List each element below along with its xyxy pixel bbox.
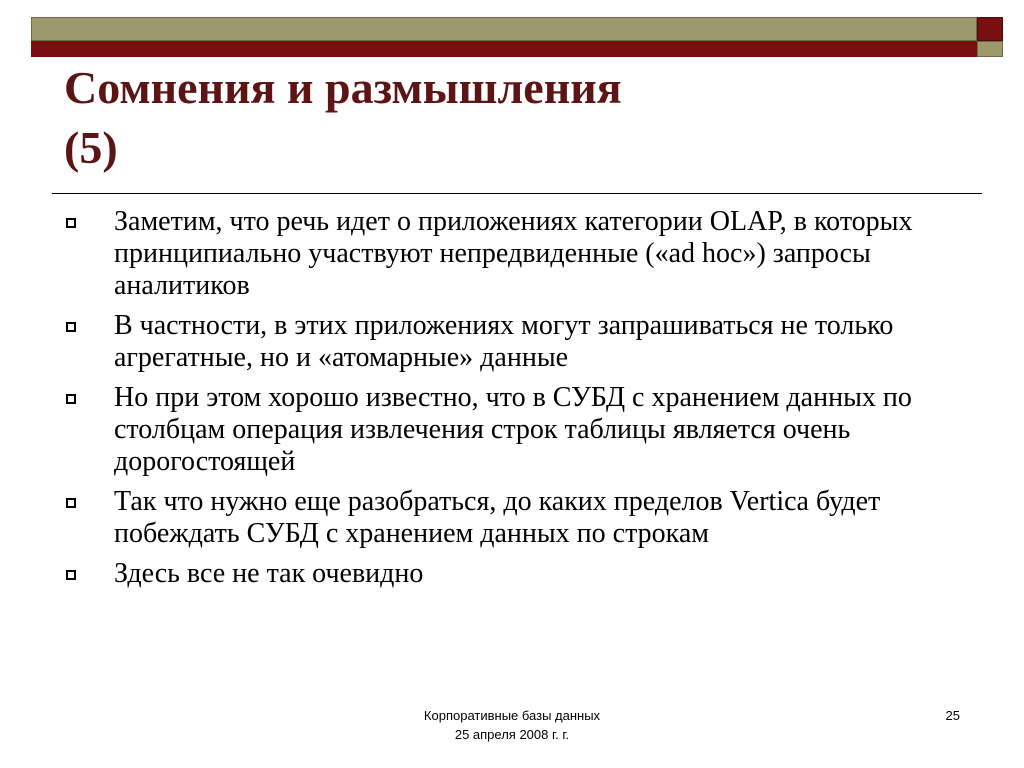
slide-title-line2: (5) <box>64 122 118 173</box>
header-band-olive <box>31 17 977 41</box>
bullet-list <box>62 206 962 598</box>
footer-caption <box>312 706 712 744</box>
bullet-item <box>62 486 962 550</box>
square-bullet-icon <box>66 218 76 228</box>
square-bullet-icon <box>66 570 76 580</box>
bullet-text: Так что нужно еще разобраться, до каких пределов Vertica будет побеждать СУБД с хранением данных по строкам <box>114 486 881 549</box>
page-number: 25 <box>945 708 960 723</box>
slide-title-line1: Сомнения и размышления <box>64 62 622 113</box>
bullet-item <box>62 382 962 478</box>
square-bullet-icon <box>66 394 76 404</box>
bullet-text: В частности, в этих приложениях могут запрашиваться не только агрегатные, но и «атомарные» данные <box>114 310 894 373</box>
footer-course-title: Корпоративные базы данных <box>423 708 601 723</box>
header-band-red <box>31 41 977 57</box>
slide-title <box>64 58 964 178</box>
footer-date: 25 апреля 2008 г. г. <box>454 727 570 742</box>
title-divider <box>52 193 982 194</box>
header-square-olive <box>977 41 1003 57</box>
square-bullet-icon <box>66 322 76 332</box>
header-square-red <box>977 17 1003 41</box>
square-bullet-icon <box>66 498 76 508</box>
bullet-item <box>62 310 962 374</box>
bullet-text: Заметим, что речь идет о приложениях категории OLAP, в которых принципиально участвуют непредвиденные («ad hoc») запросы аналитиков <box>114 206 913 301</box>
bullet-text: Но при этом хорошо известно, что в СУБД с хранением данных по столбцам операция извлечения строк таблицы является очень дорогостоящей <box>114 382 912 477</box>
bullet-text: Здесь все не так очевидно <box>114 558 424 589</box>
bullet-item <box>62 206 962 302</box>
bullet-item <box>62 558 962 590</box>
